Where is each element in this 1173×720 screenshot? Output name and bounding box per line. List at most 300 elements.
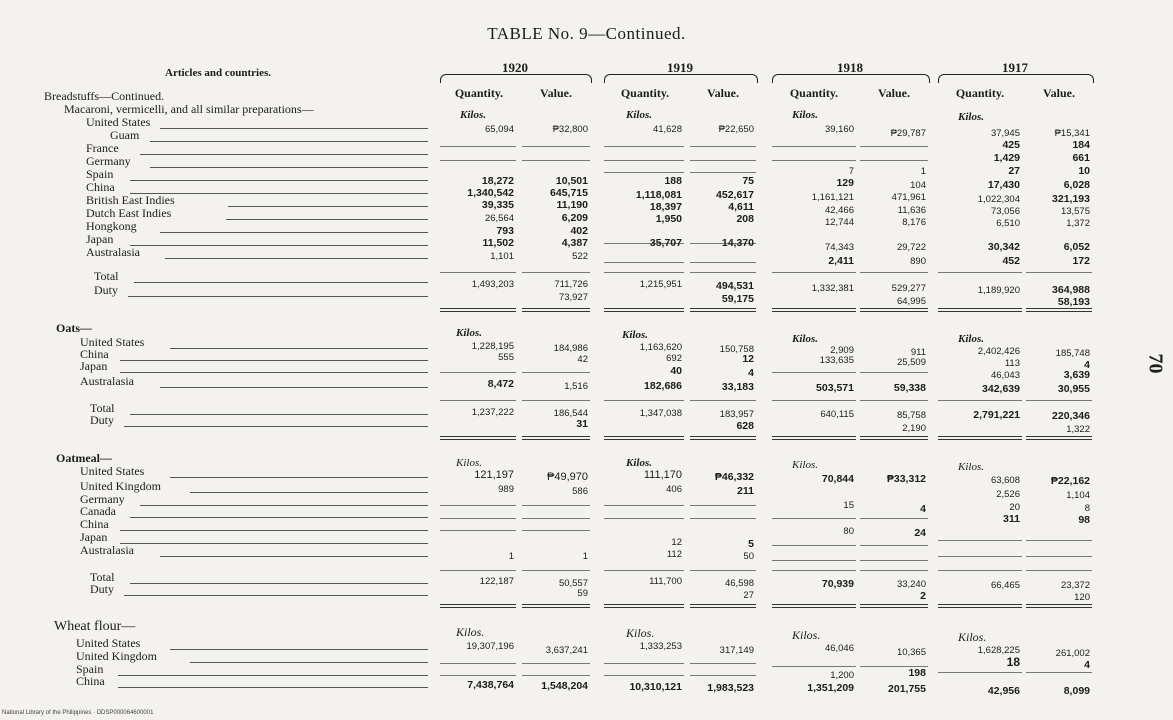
leader-line <box>170 477 428 478</box>
leader-line <box>118 675 428 676</box>
cell-quantity: 1,228,195 <box>471 341 514 352</box>
row-label-germany: Germany <box>86 154 131 168</box>
column-rule <box>860 272 928 273</box>
column-rule <box>938 540 1022 541</box>
leader-line <box>120 372 428 373</box>
leader-line <box>160 556 428 557</box>
cell-value: 402 <box>570 225 588 237</box>
cell-total-value: 711,726 <box>554 279 588 290</box>
cell-quantity: 1,101 <box>490 251 514 262</box>
double-rule <box>522 604 590 608</box>
column-rule <box>690 400 756 401</box>
cell-quantity: 18,272 <box>481 175 514 187</box>
col-value-1920: Value. <box>540 86 572 100</box>
cell-value: 75 <box>742 175 754 187</box>
cell-quantity: 2,402,426 <box>977 346 1020 357</box>
column-rule <box>860 400 928 401</box>
cell-value: 452,617 <box>716 189 754 201</box>
cell-value: 11,636 <box>897 205 926 216</box>
column-rule <box>440 518 516 519</box>
row-label-oatmeal: Oatmeal— <box>56 451 112 465</box>
cell-value: 911 <box>910 347 926 358</box>
double-rule <box>690 436 756 440</box>
cell-quantity: 406 <box>666 484 682 495</box>
unit-label: Kilos. <box>622 329 648 341</box>
double-rule <box>1026 308 1092 312</box>
cell-quantity: 19,307,196 <box>466 641 514 652</box>
leader-line <box>124 426 428 427</box>
double-rule <box>440 604 516 608</box>
cell-quantity: 793 <box>496 225 514 237</box>
cell-value: 321,193 <box>1052 193 1090 205</box>
cell-quantity: 133,635 <box>819 355 854 366</box>
column-rule <box>772 666 856 667</box>
row-label-germany: Germany <box>80 492 125 506</box>
cell-total-value: 50,557 <box>558 578 588 589</box>
column-rule <box>522 505 590 506</box>
cell-value: 3,639 <box>1063 369 1090 381</box>
cell-quantity: 311 <box>1003 513 1020 525</box>
column-rule <box>772 560 856 561</box>
cell-value: 522 <box>572 251 588 262</box>
year-brace-1918 <box>772 74 930 83</box>
column-rule <box>938 272 1022 273</box>
column-rule <box>772 146 856 147</box>
cell-value: 4 <box>748 367 754 379</box>
cell-quantity: 1,161,121 <box>811 192 854 203</box>
cell-value: ₱33,312 <box>886 473 926 485</box>
column-rule <box>440 160 516 161</box>
row-label-united-states: United States <box>86 115 151 129</box>
cell-quantity: 30,342 <box>987 241 1020 253</box>
leader-line <box>226 219 428 220</box>
cell-value: 24 <box>914 527 926 539</box>
cell-duty: 59 <box>577 588 588 599</box>
column-rule <box>1026 272 1092 273</box>
cell-value: 8 <box>1084 503 1090 514</box>
cell-value: ₱46,332 <box>714 471 754 483</box>
cell-value: 11,190 <box>556 199 588 211</box>
unit-label: Kilos. <box>626 109 652 121</box>
leader-line <box>160 128 428 129</box>
column-rule <box>690 146 756 147</box>
cell-quantity: 1,118,081 <box>635 189 682 201</box>
year-brace-1920 <box>440 74 592 83</box>
cell-value: 4 <box>1084 659 1090 671</box>
cell-value: 211 <box>737 485 754 497</box>
row-label-australasia: Australasia <box>80 374 134 388</box>
cell-quantity: 692 <box>666 353 682 364</box>
cell-quantity: 2,411 <box>828 255 854 267</box>
leader-line <box>134 282 428 283</box>
unit-label: Kilos. <box>626 626 655 640</box>
row-label-france: France <box>86 141 119 155</box>
cell-total-quantity: 1,332,381 <box>811 283 854 294</box>
unit-label: Kilos. <box>626 457 652 469</box>
cell-quantity: 11,502 <box>482 237 514 249</box>
cell-quantity: 188 <box>664 175 682 187</box>
cell-value: 33,183 <box>721 381 754 393</box>
row-label-china: China <box>80 517 109 531</box>
leader-line <box>130 517 428 518</box>
double-rule <box>772 308 856 312</box>
column-rule <box>440 505 516 506</box>
cell-total-value: 33,240 <box>896 579 926 590</box>
cell-quantity: 20 <box>1009 502 1020 513</box>
column-rule <box>860 160 928 161</box>
column-rule <box>690 570 756 571</box>
column-rule <box>522 518 590 519</box>
cell-value: 317,149 <box>719 645 754 656</box>
cell-quantity: 35,707 <box>649 237 682 249</box>
leader-line <box>130 180 428 181</box>
leader-line <box>130 583 428 584</box>
col-quantity-1920: Quantity. <box>454 86 504 100</box>
cell-quantity: 12 <box>671 537 682 548</box>
cell-total-quantity: 70,939 <box>821 578 854 590</box>
column-rule <box>604 172 684 173</box>
cell-value: 198 <box>908 667 926 679</box>
unit-label: Kilos. <box>792 333 818 345</box>
column-rule <box>860 560 928 561</box>
cell-quantity: 17,430 <box>987 179 1020 191</box>
cell-quantity: 40 <box>670 365 682 377</box>
column-rule <box>522 570 590 571</box>
row-label-british-east-indies: British East Indies <box>86 193 175 207</box>
cell-value: 4,387 <box>561 237 588 249</box>
cell-value: 4 <box>920 503 926 515</box>
cell-value: 4,611 <box>728 201 754 213</box>
leader-line <box>130 245 428 246</box>
cell-value: 201,755 <box>888 683 926 695</box>
cell-quantity: 37,945 <box>990 128 1020 139</box>
cell-value: 6,028 <box>1063 179 1090 191</box>
column-rule <box>690 663 756 664</box>
cell-quantity: 2,526 <box>996 489 1020 500</box>
cell-quantity: 80 <box>843 526 854 537</box>
double-rule <box>860 436 928 440</box>
row-label-dutch-east-indies: Dutch East Indies <box>86 206 172 220</box>
column-rule <box>690 518 756 519</box>
cell-quantity: 6,510 <box>996 218 1020 229</box>
column-rule <box>938 672 1022 673</box>
cell-quantity: 1,351,209 <box>807 682 854 694</box>
column-rule <box>440 372 516 373</box>
row-label-breadstuffs: Breadstuffs—Continued. <box>44 89 165 103</box>
leader-line <box>130 193 428 194</box>
leader-line <box>170 348 428 349</box>
column-rule <box>772 372 856 373</box>
row-label-china: China <box>80 347 109 361</box>
column-rule <box>938 570 1022 571</box>
leader-line <box>160 387 428 388</box>
cell-quantity: 41,628 <box>652 124 682 135</box>
year-brace-1919 <box>604 74 758 83</box>
cell-value: 30,955 <box>1057 383 1090 395</box>
column-rule <box>604 400 684 401</box>
column-rule <box>938 400 1022 401</box>
row-label-united-states: United States <box>76 636 141 650</box>
cell-total-quantity: 66,465 <box>990 580 1020 591</box>
year-1918: 1918 <box>837 60 863 75</box>
row-label-duty: Duty <box>90 413 114 427</box>
unit-label: Kilos. <box>456 457 482 469</box>
cell-value: 172 <box>1072 255 1090 267</box>
unit-label: Kilos. <box>460 109 486 121</box>
double-rule <box>1026 604 1092 608</box>
cell-value: 104 <box>910 180 926 191</box>
row-label-total: Total <box>94 269 119 283</box>
cell-value: 1 <box>920 166 926 177</box>
column-rule <box>772 518 856 519</box>
cell-value: 185,748 <box>1055 348 1090 359</box>
cell-duty: 27 <box>743 590 754 601</box>
cell-total-quantity: 1,189,920 <box>977 285 1020 296</box>
column-rule <box>690 505 756 506</box>
column-rule <box>1026 556 1092 557</box>
column-rule <box>860 570 928 571</box>
cell-quantity: 111,170 <box>643 469 682 481</box>
cell-total-value: 220,346 <box>1052 410 1090 422</box>
cell-quantity: 42,956 <box>987 685 1020 697</box>
column-rule <box>772 400 856 401</box>
column-rule <box>440 530 516 531</box>
cell-value: 4 <box>1084 359 1090 371</box>
leader-line <box>170 649 428 650</box>
cell-value: 6,052 <box>1063 241 1090 253</box>
leader-line <box>190 662 428 663</box>
row-label-japan: Japan <box>80 530 108 544</box>
column-rule <box>604 663 684 664</box>
column-rule <box>1026 570 1092 571</box>
cell-value: ₱22,162 <box>1050 475 1090 487</box>
double-rule <box>938 308 1022 312</box>
cell-duty: 58,193 <box>1057 296 1090 308</box>
cell-value: 1,372 <box>1066 218 1090 229</box>
unit-label: Kilos. <box>792 459 818 471</box>
column-rule <box>440 272 516 273</box>
cell-value: 184,986 <box>553 343 588 354</box>
cell-value: 10,365 <box>896 647 926 658</box>
col-quantity-1917: Quantity. <box>955 86 1005 100</box>
leader-line <box>128 296 428 297</box>
cell-duty: 59,175 <box>721 293 754 305</box>
leader-line <box>150 141 428 142</box>
column-rule <box>1026 400 1092 401</box>
cell-total-value: 85,758 <box>896 410 926 421</box>
cell-duty: 120 <box>1074 592 1090 603</box>
row-label-duty: Duty <box>90 582 114 596</box>
column-rule <box>440 675 516 676</box>
cell-total-value: 364,988 <box>1052 284 1090 296</box>
cell-quantity: 15 <box>843 500 854 511</box>
cell-value: 14,370 <box>721 237 754 249</box>
cell-total-quantity: 640,115 <box>820 409 854 420</box>
cell-quantity: 70,844 <box>821 473 854 485</box>
cell-quantity: 1 <box>508 551 514 562</box>
column-rule <box>522 146 590 147</box>
leader-line <box>120 360 428 361</box>
double-rule <box>938 436 1022 440</box>
column-rule <box>522 400 590 401</box>
column-rule <box>604 262 684 263</box>
col-quantity-1918: Quantity. <box>789 86 839 100</box>
cell-duty: 2,190 <box>902 423 926 434</box>
cell-quantity: 112 <box>666 549 682 560</box>
double-rule <box>772 436 856 440</box>
year-1919: 1919 <box>667 60 693 75</box>
cell-total-quantity: 2,791,221 <box>973 409 1020 421</box>
column-rule <box>440 663 516 664</box>
cell-quantity: 425 <box>1002 139 1020 151</box>
cell-quantity: 39,160 <box>824 124 854 135</box>
cell-value: 50 <box>743 551 754 562</box>
row-label-japan: Japan <box>80 359 108 373</box>
double-rule <box>604 604 684 608</box>
unit-label: Kilos. <box>456 625 485 639</box>
cell-quantity: 18,397 <box>649 201 682 213</box>
row-label-japan: Japan <box>86 232 114 246</box>
cell-value: 29,722 <box>896 242 926 253</box>
column-rule <box>440 146 516 147</box>
row-label-hongkong: Hongkong <box>86 219 137 233</box>
cell-duty: 73,927 <box>558 292 588 303</box>
cell-duty: 1,322 <box>1066 424 1090 435</box>
cell-quantity: 1,950 <box>655 213 682 225</box>
cell-quantity: 7,438,764 <box>467 679 514 691</box>
cell-value: 10,501 <box>555 175 588 187</box>
cell-total-value: 529,277 <box>891 283 926 294</box>
unit-label: Kilos. <box>958 111 984 123</box>
cell-duty: 2 <box>920 590 926 602</box>
double-rule <box>772 604 856 608</box>
cell-value: 586 <box>572 486 588 497</box>
cell-duty: 31 <box>576 418 588 430</box>
col-value-1917: Value. <box>1043 86 1075 100</box>
cell-value: 59,338 <box>893 382 926 394</box>
cell-total-quantity: 1,347,038 <box>639 408 682 419</box>
leader-line <box>165 258 428 259</box>
double-rule <box>522 308 590 312</box>
column-rule <box>938 556 1022 557</box>
row-label-duty: Duty <box>94 283 118 297</box>
column-rule <box>522 272 590 273</box>
column-rule <box>522 160 590 161</box>
column-rule <box>860 146 928 147</box>
row-label-united-states: United States <box>80 464 145 478</box>
cell-quantity: 18 <box>1006 655 1020 669</box>
row-label-australasia: Australasia <box>86 245 140 259</box>
cell-quantity: 452 <box>1002 255 1020 267</box>
double-rule <box>938 604 1022 608</box>
column-rule <box>772 272 856 273</box>
cell-value: ₱22,650 <box>718 124 754 135</box>
cell-value: 261,002 <box>1055 648 1090 659</box>
cell-total-value: 186,544 <box>553 408 588 419</box>
column-rule <box>522 663 590 664</box>
cell-quantity: 1,163,620 <box>639 342 682 353</box>
cell-value: 1,516 <box>564 381 588 392</box>
row-label-total: Total <box>90 401 115 415</box>
cell-value: 98 <box>1078 514 1090 526</box>
cell-value: 13,575 <box>1060 206 1090 217</box>
cell-quantity: 1,429 <box>993 152 1020 164</box>
leader-line <box>120 543 428 544</box>
articles-header: Articles and countries. <box>165 67 272 79</box>
double-rule <box>1026 436 1092 440</box>
column-rule <box>690 675 756 676</box>
cell-duty: 64,995 <box>896 296 926 307</box>
cell-total-value: 23,372 <box>1060 580 1090 591</box>
cell-value: 1,104 <box>1066 490 1090 501</box>
cell-quantity: 46,043 <box>990 370 1020 381</box>
cell-value: 6,209 <box>561 212 588 224</box>
row-label-spain: Spain <box>86 167 114 181</box>
cell-quantity: 74,343 <box>824 242 854 253</box>
unit-label: Kilos. <box>792 628 821 642</box>
cell-quantity: 65,094 <box>484 124 514 135</box>
cell-total-quantity: 1,237,222 <box>471 407 514 418</box>
cell-value: 1,548,204 <box>541 680 588 692</box>
column-rule <box>440 570 516 571</box>
cell-quantity: 2,909 <box>830 345 854 356</box>
double-rule <box>690 604 756 608</box>
cell-quantity: 10,310,121 <box>629 681 682 693</box>
cell-quantity: 182,686 <box>644 380 682 392</box>
cell-quantity: 342,639 <box>982 383 1020 395</box>
cell-total-quantity: 1,493,203 <box>471 279 514 290</box>
cell-quantity: 555 <box>498 352 514 363</box>
leader-line <box>150 167 428 168</box>
cell-value: 184 <box>1072 139 1090 151</box>
cell-value: 3,637,241 <box>545 645 588 656</box>
column-rule <box>604 160 684 161</box>
row-label-united-kingdom: United Kingdom <box>80 479 161 493</box>
cell-value: 1 <box>582 551 588 562</box>
col-quantity-1919: Quantity. <box>620 86 670 100</box>
column-rule <box>690 272 756 273</box>
column-rule <box>1026 672 1092 673</box>
unit-label: Kilos. <box>958 461 984 473</box>
cell-quantity: 8,472 <box>487 378 514 390</box>
row-label-oats: Oats— <box>56 321 92 335</box>
column-rule <box>690 160 756 161</box>
double-rule <box>440 436 516 440</box>
column-rule <box>690 262 756 263</box>
cell-quantity: 121,197 <box>474 469 514 481</box>
leader-line <box>190 492 428 493</box>
column-rule <box>860 372 928 373</box>
cell-quantity: 1,628,225 <box>977 645 1020 656</box>
column-rule <box>522 675 590 676</box>
cell-quantity: 63,608 <box>990 475 1020 486</box>
leader-line <box>228 206 428 207</box>
double-rule <box>440 308 516 312</box>
double-rule <box>860 308 928 312</box>
double-rule <box>522 436 590 440</box>
cell-value: 645,715 <box>550 187 588 199</box>
scan-footer: National Library of the Philippines · DDSP000064600001 <box>2 710 154 716</box>
col-value-1918: Value. <box>878 86 910 100</box>
cell-quantity: 989 <box>498 484 514 495</box>
row-label-united-states: United States <box>80 335 145 349</box>
cell-value: 10 <box>1078 165 1090 177</box>
column-rule <box>772 545 856 546</box>
unit-label: Kilos. <box>456 327 482 339</box>
leader-line <box>140 154 428 155</box>
cell-value: 890 <box>910 256 926 267</box>
double-rule <box>604 436 684 440</box>
